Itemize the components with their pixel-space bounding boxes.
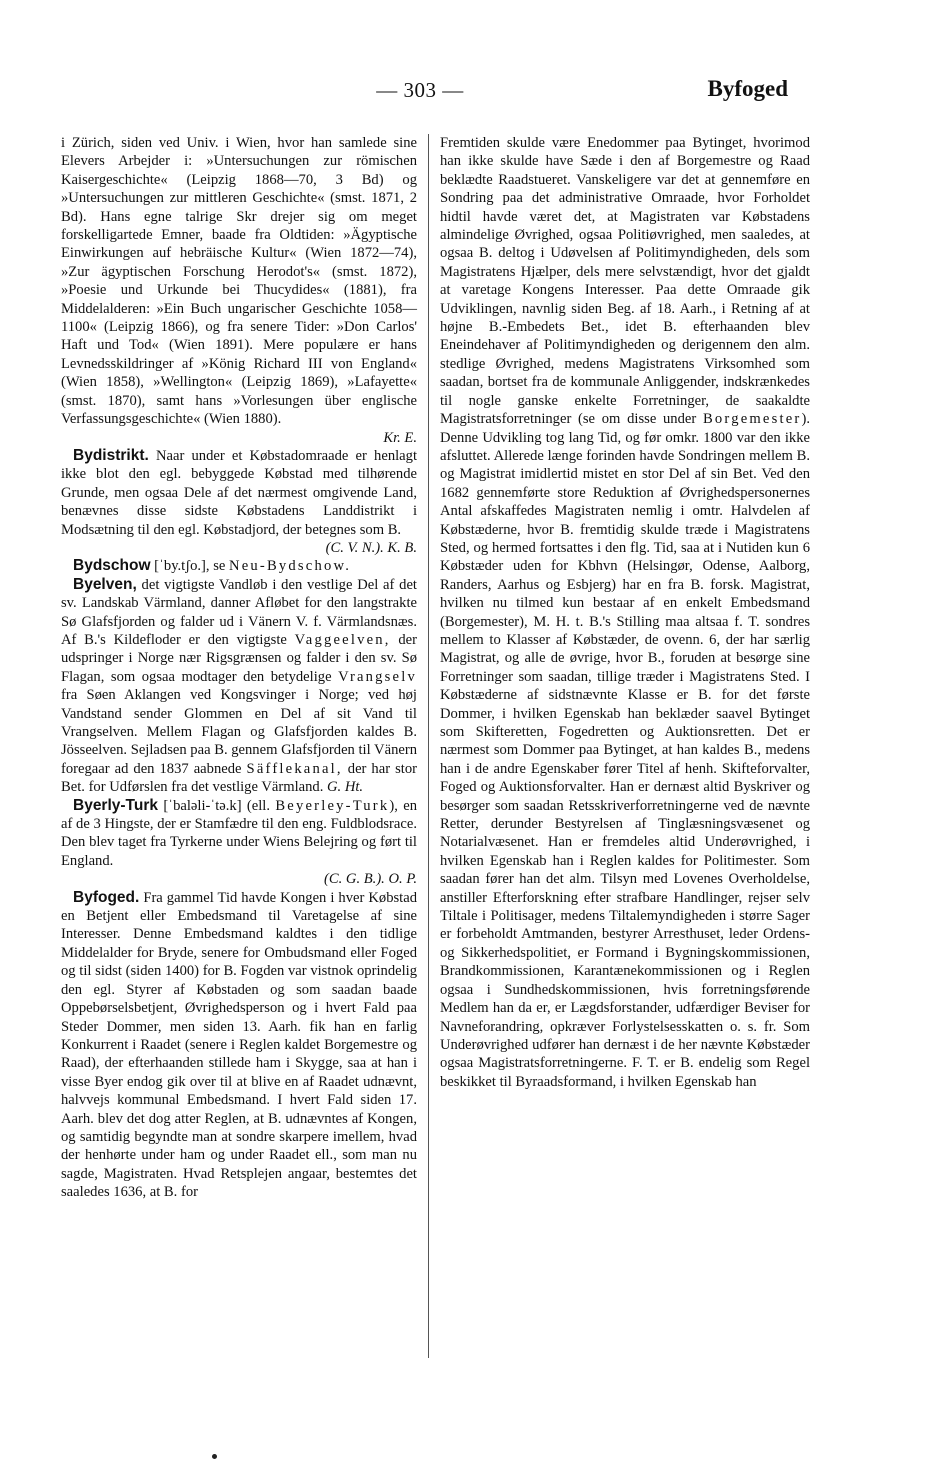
entry-text: ), en af de 3 Hingste, der er Stamfædre til den eng. Fuldblodsrace. Den blev taget fra Tyrkerne under Wiens Belejring og ført til England.	[61, 797, 417, 869]
right-column	[440, 134, 810, 1091]
entry-continuation	[61, 134, 417, 447]
entry-text: ). Denne Udvikling tog lang Tid, og før omkr. 1800 var den ikke afsluttet. Allerede længe forinden havde Sondringen mellem B. og Magistrat imidlertid mistet en stor Del af sin Bet. Ved den 1682 gennemførte store Reduktion af Øvrighedspersonernes Antal afskaffedes Magistraten nemlig i omtr. Halvdelen af Købstæderne, hvor B. fremtidig skulde træde i Magistratens Sted, og hermed fortsattes i den flg. Tid, saa at i Nutiden kun 6 Købstæder uden for Kbhvn (Helsingør, Odense, Aalborg, Randers, Aarhus og Esbjerg) har en fra B. forsk. Magistrat, hvilken nu tilmed kun bestaar af en enkelt Embedsmand (Borgemester), M. H. t. B.'s Stilling maa altsaa f. T. sondres mellem to Klasser af Købstæder, de ovenn. 6, der har særlig Magistrat, og alle de øvrige, hvor B., foruden at besørge sine Forretninger som saadan, tillige træder i Magistratens Sted. I Købstæderne af sidstnævnte Klasse er B. for det første Dommer, i hvilken Egenskab han beklæder saavel Bytinget som Skifteretten, Fogedretten og Auktionsretten. Det er nærmest som Dommer paa Bytinget, at han kaldes B., medens han i de andre Egenskaber fører Titel af henh. Skifteforvalter, Foged og Auktionsforvalter. Han er dernæst altid Byskriver og besørger som saadan Retsskriverforretningerne ved de nævnte Retter, derunder Bestyrelsen af Tinglæsningsvæsenet og Notarialvæsenet. Han er fremdeles altid Underøvrighed, i hvilken Egenskab han i Reglen kaldes for Politimester. Som saadan fører han det alm. Tilsyn med Lovenes Overholdelse, anstiller Efterforskning efter strafbare Handlinger, rejser selv Tiltale i Politisager, medens Tiltalemyndigheden i større Sager er forbeholdt Amtmanden, bestyrer Arresthuset, leder Ordens- og Sikkerhedspolitiet, er Formand i Bygningskommissionen, Brandkommissionen, Karantænekommissionen og i Reglen ogsaa i Sundhedskommissionen, hvis forretningsførende Medlem han da er, er Lægdsforstander, udfærdiger Beviser for Navneforandring, opkræver Forlystelsesskatten o. s. fr. Som Underøvrighed udfører han dernæst i de her nævnte Købstæder ogsaa Magistratsforretningerne. F. T. er B. endelig som Regel beskikket til Byraadsformand, i hvilken Egenskab han	[440, 411, 810, 1090]
headword: Bydschow	[73, 557, 151, 575]
headword: Byelven,	[73, 575, 137, 593]
headword: Bydistrikt.	[73, 446, 149, 464]
entry-byelven	[61, 576, 417, 797]
entry-text: Fra gammel Tid havde Kongen i hver Købstad en Betjent eller Embedsmand til Varetagelse af sine Interesser. Denne Embedsmand kaldtes i den tidlige Middelalder for Bryde, senere for Ombudsmand eller Foged og til sidst (siden 1400) for B. Fogden var vistnok oprindelig den egl. Styrer af Købstaden og som saadan baade Oppebørselsbetjent, Øvrighedsperson og i hvert Fald paa Steder Dommer, men siden 13. Aarh. fik han en farlig Konkurrent i Raadet (senere i Reglen kaldet Borgemestre og Raad), der efterhaanden stillede ham i Skygge, saa at han i visse Byer endog gik over til at blive en af Raadet udnævnt, halvvejs kommunal Embedsmand. I hvert Fald siden 17. Aarh. blev det dog atter Reglen, at B. udnævntes af Kongen, og samtidig begyndte man at sondre skarpere imellem, hvad der henhørte under ham og under Raadet ell., som man nu sagde, Magistraten. Hvad Retsplejen angaar, bestemtes det saaledes 1636, at B. for	[61, 889, 417, 1201]
entry-byfoged-continued	[440, 134, 810, 1091]
cross-reference: Neu-Bydschow.	[229, 558, 352, 575]
print-mark	[212, 1454, 217, 1459]
spaced-term: Vrangselv	[338, 668, 417, 685]
spaced-term: Säfflekanal,	[246, 760, 343, 777]
entry-text: [ˈbaləli-ˈtə.k] (ell.	[163, 797, 270, 814]
spaced-term: Borgemester	[702, 411, 802, 428]
spaced-term: Beyerley-Turk	[275, 797, 390, 814]
page-number: — 303 —	[376, 78, 464, 102]
author-signature: (C. V. N.). K. B.	[325, 539, 417, 556]
entry-byerly-turk	[61, 797, 417, 889]
author-signature: G. Ht.	[327, 779, 364, 796]
column-divider	[428, 134, 429, 1358]
entry-byfoged	[61, 889, 417, 1202]
running-head: Byfoged	[707, 76, 788, 101]
headword: Byerly-Turk	[73, 796, 158, 814]
entry-text: der har stor Bet. for Udførslen fra det vestlige Värmland.	[61, 760, 417, 796]
entry-text: fra Søen Aklangen ved Kongsvinger i Norge; ved høj Vandstand sender Glommen en Del af sit Vand til Vrangselven. Mellem Flagan og Glafsfjorden kaldes B. Jösseelven. Sejladsen paa B. gennem Glafsfjorden til Vänern foregaar ad den 1837 aabnede	[61, 687, 417, 777]
author-signature: Kr. E.	[383, 429, 417, 446]
entry-text: der udspringer i Norge nær Rigsgrænsen og falder i den sv. Sø Flagan, som ogsaa modtager den betydelige	[61, 631, 418, 685]
entry-text: [ˈby.tʃo.], se	[154, 558, 226, 575]
headword: Byfoged.	[73, 888, 140, 906]
spaced-term: Vaggeelven,	[294, 631, 391, 648]
entry-text: Naar under et Købstadomraade er henlagt ikke blot den egl. bebyggede Købstad med tilhørende Grunde, men ogsaa Dele af det nærmest omgivende Land, benævnes disse sidste Købstadens Landdistrikt i Modsætning til den egl. Købstadjord, der betegnes som B.	[61, 447, 417, 538]
left-column	[61, 134, 417, 1202]
entry-text: det vigtigste Vandløb i den vestlige Del af det sv. Landskab Värmland, danner Afløbet for den langstrakte Sø Glafsfjorden og falder ud i Vänern V. f. Värmlandsnæs. Af B.'s Kildefloder er den vigtigste	[61, 576, 417, 648]
author-signature: (C. G. B.). O. P.	[324, 871, 417, 888]
entry-bydistrikt	[61, 447, 417, 557]
entry-text: i Zürich, siden ved Univ. i Wien, hvor han samlede sine Elevers Arbejder i: »Untersuchungen zur römischen Kaisergeschichte« (Leipzig 1868—70, 3 Bd) og »Untersuchungen zur mittleren Geschichte« (smst. 1871, 2 Bd). Hans egne talrige Skr drejer sig om meget forskelligartede Emner, baade fra Oldtiden: »Ägyptische Einwirkungen auf hebräische Kultur« (Wien 1872—74), »Zur ägyptischen Forschung Herodot's« (smst. 1872), »Poesie und Urkunde bei Thucydides« (1881), fra Middelalderen: »Ein Buch ungarischer Geschichte 1058—1100« (Leipzig 1866), og fra senere Tider: »Don Carlos' Haft und Tod« (Wien 1891). Mere populære er hans Levnedsskildringer af »König Richard III von England« (Wien 1858), »Wellington« (Leipzig 1869), »Lafayette« (smst. 1870), samt hans »Vorlesungen über englische Verfassungsgeschichte« (Wien 1880).	[61, 135, 417, 428]
entry-bydschow	[61, 557, 417, 575]
entry-text: Fremtiden skulde være Enedommer paa Bytinget, hvorimod han ikke skulde have Sæde i den af Borgemestre og Raad beklædte Raadstueret. Vanskeligere var det at gennemføre en Sondring paa det administrative Omraade, hvor Forholdet hidtil havde været det, at Magistraten var Købstadens almindelige Øvrighed, ogsaa Politiøvrighed, men saaledes, at ogsaa B. deltog i Udøvelsen af Politimyndigheden, dels som Magistratens Hjælper, dels mere selvstændigt, hvor det gjaldt at varetage Kongens Interesser. Paa dette Omraade gik Udviklingen, navnlig siden Beg. af 18. Aarh., i Retning af at højne B.-Embedets Bet., idet B. efterhaanden blev Eneindehaver af Politimyndigheden og derigennem den alm. stedlige Øvrighed, medens Magistratens Virksomhed som saadan, bortset fra de kommunale Anliggender, indskrænkedes til nogle ganske enkelte Forretninger, de saakaldte Magistratsforretninger (se om disse under	[440, 135, 810, 428]
